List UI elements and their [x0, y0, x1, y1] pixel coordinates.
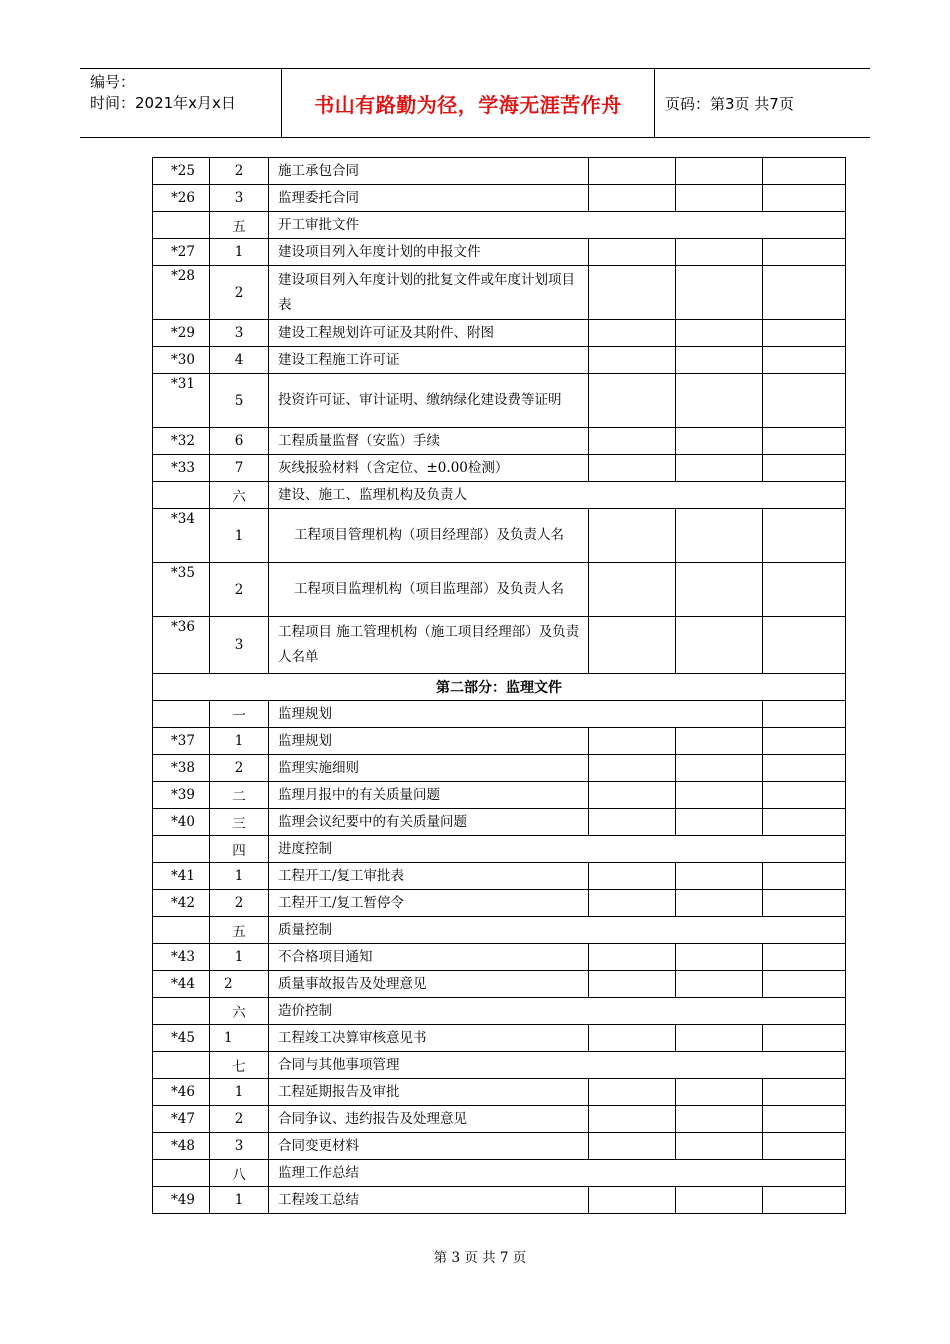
- empty-cell: [676, 158, 763, 185]
- row-title: 合同争议、违约报告及处理意见: [269, 1106, 589, 1133]
- empty-cell: [763, 347, 846, 374]
- empty-cell: [589, 374, 676, 428]
- empty-cell: [763, 455, 846, 482]
- empty-cell: [763, 617, 846, 674]
- row-subnumber: 3: [210, 617, 269, 674]
- page-footer: [0, 1246, 950, 1266]
- row-title: 建设、施工、监理机构及负责人: [269, 482, 846, 509]
- row-title: 监理会议纪要中的有关质量问题: [269, 809, 589, 836]
- empty-cell: [676, 239, 763, 266]
- row-title: 进度控制: [269, 836, 846, 863]
- row-title: 施工承包合同: [269, 158, 589, 185]
- archive-table: [152, 157, 846, 1214]
- empty-cell: [763, 158, 846, 185]
- table-row: [153, 509, 846, 563]
- empty-cell: [763, 755, 846, 782]
- empty-cell: [589, 509, 676, 563]
- empty-cell: [589, 755, 676, 782]
- row-subnumber: 1: [210, 239, 269, 266]
- table-row: [153, 755, 846, 782]
- table-row: [153, 809, 846, 836]
- row-subnumber: 1: [210, 1187, 269, 1214]
- header-page: [655, 69, 870, 137]
- row-subnumber: 五: [210, 212, 269, 239]
- row-subnumber: 六: [210, 998, 269, 1025]
- row-number: *43: [153, 944, 210, 971]
- part-title: 第二部分：监理文件: [153, 674, 846, 701]
- empty-cell: [676, 971, 763, 998]
- empty-cell: [589, 239, 676, 266]
- row-number: *40: [153, 809, 210, 836]
- empty-cell: [589, 455, 676, 482]
- footer-page-number: 第 3 页 共 7 页: [433, 1250, 527, 1266]
- empty-cell: [589, 1187, 676, 1214]
- empty-cell: [589, 1025, 676, 1052]
- empty-cell: [589, 185, 676, 212]
- row-title: 工程延期报告及审批: [269, 1079, 589, 1106]
- table-row: [153, 617, 846, 674]
- row-number: *42: [153, 890, 210, 917]
- empty-cell: [676, 1079, 763, 1106]
- row-title: 工程开工/复工审批表: [269, 863, 589, 890]
- row-number: [153, 701, 210, 728]
- row-title: 建设工程规划许可证及其附件、附图: [269, 320, 589, 347]
- empty-cell: [676, 185, 763, 212]
- row-number: [153, 212, 210, 239]
- row-title: 工程开工/复工暂停令: [269, 890, 589, 917]
- empty-cell: [589, 782, 676, 809]
- section-row: [153, 998, 846, 1025]
- empty-cell: [676, 347, 763, 374]
- row-subnumber: 二: [210, 782, 269, 809]
- row-number: *39: [153, 782, 210, 809]
- empty-cell: [763, 782, 846, 809]
- row-number: *29: [153, 320, 210, 347]
- empty-cell: [676, 266, 763, 320]
- row-number: *46: [153, 1079, 210, 1106]
- row-subnumber: 三: [210, 809, 269, 836]
- empty-cell: [589, 863, 676, 890]
- row-subnumber: 3: [210, 1133, 269, 1160]
- row-subnumber: 7: [210, 455, 269, 482]
- page-header: [80, 68, 870, 138]
- empty-cell: [763, 563, 846, 617]
- row-subnumber: 五: [210, 917, 269, 944]
- table-row: [153, 428, 846, 455]
- row-subnumber: 5: [210, 374, 269, 428]
- row-subnumber: 八: [210, 1160, 269, 1187]
- row-title: 工程竣工决算审核意见书: [269, 1025, 589, 1052]
- empty-cell: [589, 347, 676, 374]
- empty-cell: [589, 563, 676, 617]
- row-title: 工程质量监督（安监）手续: [269, 428, 589, 455]
- row-title: 监理委托合同: [269, 185, 589, 212]
- row-title: 监理规划: [269, 728, 589, 755]
- row-subnumber: 1: [210, 1079, 269, 1106]
- row-subnumber: 1: [210, 1025, 269, 1052]
- row-number: *36: [153, 617, 210, 674]
- row-title: 灰线报验材料（含定位、±0.00检测）: [269, 455, 589, 482]
- empty-cell: [763, 1133, 846, 1160]
- empty-cell: [589, 944, 676, 971]
- empty-cell: [763, 374, 846, 428]
- empty-cell: [763, 1025, 846, 1052]
- empty-cell: [676, 509, 763, 563]
- empty-cell: [676, 455, 763, 482]
- empty-cell: [676, 863, 763, 890]
- table-row: [153, 455, 846, 482]
- row-subnumber: 四: [210, 836, 269, 863]
- row-subnumber: 1: [210, 944, 269, 971]
- page-label: 页码：第3页 共7页: [665, 94, 794, 113]
- empty-cell: [589, 158, 676, 185]
- row-subnumber: 3: [210, 185, 269, 212]
- table-row: [153, 1133, 846, 1160]
- empty-cell: [676, 755, 763, 782]
- row-number: *47: [153, 1106, 210, 1133]
- archive-table-body: [153, 158, 846, 1214]
- section-row: [153, 1052, 846, 1079]
- table-row: [153, 1025, 846, 1052]
- row-title: 投资许可证、审计证明、缴纳绿化建设费等证明: [269, 374, 589, 428]
- row-number: *26: [153, 185, 210, 212]
- row-number: *44: [153, 971, 210, 998]
- row-number: *25: [153, 158, 210, 185]
- empty-cell: [676, 1025, 763, 1052]
- section-row: [153, 1160, 846, 1187]
- row-number: [153, 836, 210, 863]
- empty-cell: [763, 890, 846, 917]
- row-title: 建设工程施工许可证: [269, 347, 589, 374]
- empty-cell: [763, 509, 846, 563]
- empty-cell: [676, 1106, 763, 1133]
- table-row: [153, 782, 846, 809]
- row-number: *31: [153, 374, 210, 428]
- row-number: *32: [153, 428, 210, 455]
- row-number: *34: [153, 509, 210, 563]
- row-subnumber: 七: [210, 1052, 269, 1079]
- row-number: *38: [153, 755, 210, 782]
- row-subnumber: 2: [210, 1106, 269, 1133]
- row-title: 开工审批文件: [269, 212, 846, 239]
- row-subnumber: 2: [210, 755, 269, 782]
- serial-label: 编号：: [90, 73, 136, 91]
- empty-cell: [589, 1133, 676, 1160]
- row-title: 工程项目监理机构（项目监理部）及负责人名: [269, 563, 589, 617]
- table-row: [153, 158, 846, 185]
- row-number: *27: [153, 239, 210, 266]
- header-motto: [282, 69, 655, 137]
- row-number: *28: [153, 266, 210, 320]
- empty-cell: [676, 374, 763, 428]
- row-number: *37: [153, 728, 210, 755]
- empty-cell: [676, 320, 763, 347]
- row-subnumber: 2: [210, 971, 269, 998]
- empty-cell: [763, 944, 846, 971]
- empty-cell: [676, 1187, 763, 1214]
- empty-cell: [676, 563, 763, 617]
- row-title: 不合格项目通知: [269, 944, 589, 971]
- table-row: [153, 374, 846, 428]
- table-row: [153, 1106, 846, 1133]
- row-subnumber: 1: [210, 728, 269, 755]
- row-subnumber: 1: [210, 509, 269, 563]
- row-subnumber: 6: [210, 428, 269, 455]
- empty-cell: [676, 728, 763, 755]
- empty-cell: [763, 320, 846, 347]
- row-number: *41: [153, 863, 210, 890]
- empty-cell: [676, 428, 763, 455]
- row-subnumber: 六: [210, 482, 269, 509]
- row-subnumber: 2: [210, 266, 269, 320]
- table-row: [153, 890, 846, 917]
- table-row: [153, 185, 846, 212]
- row-title: 监理规划: [269, 701, 763, 728]
- table-row: [153, 863, 846, 890]
- empty-cell: [589, 266, 676, 320]
- empty-cell: [589, 728, 676, 755]
- empty-cell: [763, 701, 846, 728]
- row-number: *30: [153, 347, 210, 374]
- row-title: 建设项目列入年度计划的申报文件: [269, 239, 589, 266]
- table-row: [153, 1187, 846, 1214]
- row-number: [153, 998, 210, 1025]
- row-title: 工程项目 施工管理机构（施工项目经理部）及负责人名单: [269, 617, 589, 674]
- empty-cell: [589, 428, 676, 455]
- section-row: [153, 701, 846, 728]
- table-row: [153, 563, 846, 617]
- table-row: [153, 239, 846, 266]
- empty-cell: [676, 782, 763, 809]
- table-row: [153, 347, 846, 374]
- row-title: 监理实施细则: [269, 755, 589, 782]
- table-row: [153, 266, 846, 320]
- row-subnumber: 4: [210, 347, 269, 374]
- empty-cell: [676, 617, 763, 674]
- time-label: 时间：2021年x月x日: [90, 94, 236, 112]
- empty-cell: [589, 617, 676, 674]
- table-row: [153, 728, 846, 755]
- empty-cell: [589, 1079, 676, 1106]
- row-title: 监理月报中的有关质量问题: [269, 782, 589, 809]
- empty-cell: [763, 728, 846, 755]
- empty-cell: [763, 971, 846, 998]
- row-number: [153, 917, 210, 944]
- row-subnumber: 1: [210, 863, 269, 890]
- empty-cell: [589, 971, 676, 998]
- section-row: [153, 836, 846, 863]
- table-row: [153, 944, 846, 971]
- row-number: *35: [153, 563, 210, 617]
- empty-cell: [589, 1106, 676, 1133]
- row-title: 造价控制: [269, 998, 846, 1025]
- empty-cell: [763, 239, 846, 266]
- row-number: [153, 1160, 210, 1187]
- motto-text: 书山有路勤为径，学海无涯苦作舟: [314, 92, 622, 117]
- row-title: 建设项目列入年度计划的批复文件或年度计划项目表: [269, 266, 589, 320]
- empty-cell: [763, 1079, 846, 1106]
- row-title: 监理工作总结: [269, 1160, 846, 1187]
- table-row: [153, 971, 846, 998]
- empty-cell: [763, 1187, 846, 1214]
- row-title: 合同变更材料: [269, 1133, 589, 1160]
- row-number: *49: [153, 1187, 210, 1214]
- row-title: 质量事故报告及处理意见: [269, 971, 589, 998]
- row-number: *48: [153, 1133, 210, 1160]
- row-title: 合同与其他事项管理: [269, 1052, 846, 1079]
- part-title-row: [153, 674, 846, 701]
- empty-cell: [589, 890, 676, 917]
- table-row: [153, 1079, 846, 1106]
- empty-cell: [763, 266, 846, 320]
- empty-cell: [676, 809, 763, 836]
- section-row: [153, 917, 846, 944]
- empty-cell: [589, 809, 676, 836]
- row-subnumber: 一: [210, 701, 269, 728]
- empty-cell: [676, 1133, 763, 1160]
- row-subnumber: 2: [210, 563, 269, 617]
- section-row: [153, 212, 846, 239]
- empty-cell: [763, 1106, 846, 1133]
- row-number: [153, 482, 210, 509]
- empty-cell: [676, 890, 763, 917]
- empty-cell: [589, 320, 676, 347]
- row-subnumber: 3: [210, 320, 269, 347]
- empty-cell: [763, 809, 846, 836]
- row-number: [153, 1052, 210, 1079]
- section-row: [153, 482, 846, 509]
- row-number: *33: [153, 455, 210, 482]
- row-subnumber: 2: [210, 158, 269, 185]
- row-number: *45: [153, 1025, 210, 1052]
- row-title: 工程项目管理机构（项目经理部）及负责人名: [269, 509, 589, 563]
- empty-cell: [763, 428, 846, 455]
- table-row: [153, 320, 846, 347]
- empty-cell: [763, 863, 846, 890]
- header-meta: [80, 69, 282, 137]
- row-title: 质量控制: [269, 917, 846, 944]
- empty-cell: [763, 185, 846, 212]
- row-title: 工程竣工总结: [269, 1187, 589, 1214]
- empty-cell: [676, 944, 763, 971]
- row-subnumber: 2: [210, 890, 269, 917]
